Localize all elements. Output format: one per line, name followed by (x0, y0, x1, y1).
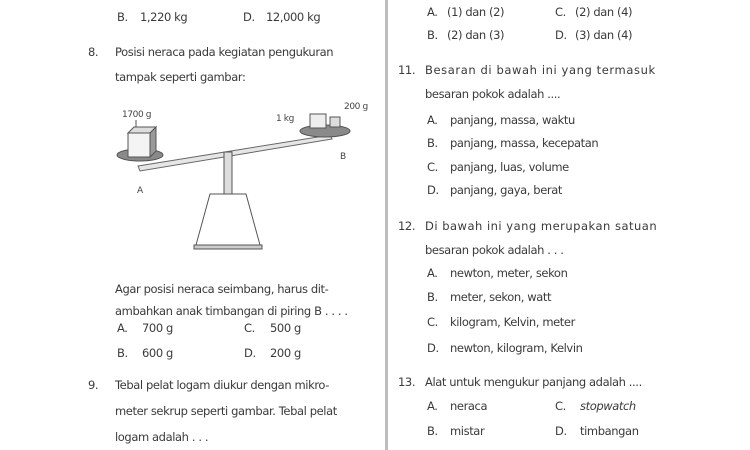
option-text: neraca (450, 399, 488, 413)
question-text: ambahkan anak timbangan di piring B . . . . (115, 304, 348, 318)
option-text: stopwatch (580, 399, 636, 413)
option-key: D. (243, 10, 255, 24)
label-1700g: 1700 g (122, 110, 152, 120)
option-key: A. (427, 5, 438, 19)
option-text: kilogram, Kelvin, meter (450, 315, 575, 329)
option-key: C. (555, 399, 566, 413)
question-text: Tebal pelat logam diukur dengan mikro- (115, 378, 330, 392)
option-text: newton, meter, sekon (450, 266, 568, 280)
option-text: panjang, luas, volume (450, 160, 569, 174)
option-key: C. (427, 160, 438, 174)
question-text: Di bawah ini yang merupakan satuan (425, 219, 658, 233)
option-text: 600 g (142, 346, 173, 360)
option-text: 500 g (270, 321, 301, 335)
question-text: logam adalah . . . (115, 430, 209, 444)
option-key: A. (427, 399, 438, 413)
question-text: besaran pokok adalah .... (425, 87, 561, 101)
option-key: B. (427, 136, 438, 150)
option-text: panjang, massa, waktu (450, 113, 575, 127)
option-text: 700 g (142, 321, 173, 335)
option-key: B. (427, 28, 438, 42)
option-text: 12,000 kg (266, 10, 321, 24)
option-key: D. (427, 183, 439, 197)
option-key: D. (555, 424, 567, 438)
option-key: C. (244, 321, 255, 335)
label-A: A (137, 186, 143, 196)
option-text: newton, kilogram, Kelvin (450, 341, 583, 355)
option-key: B. (427, 290, 438, 304)
option-text: meter, sekon, watt (450, 290, 552, 304)
question-number: 13. (398, 375, 416, 389)
option-key: A. (117, 321, 128, 335)
question-text: Agar posisi neraca seimbang, harus dit- (115, 282, 329, 296)
option-key: D. (427, 341, 439, 355)
label-1kg: 1 kg (276, 114, 294, 124)
question-text: meter sekrup seperti gambar. Tebal pelat (115, 404, 337, 418)
option-text: (2) dan (3) (447, 28, 505, 42)
question-number: 8. (88, 45, 99, 59)
option-key: B. (117, 346, 128, 360)
option-text: (2) dan (4) (575, 5, 633, 19)
option-text: 200 g (270, 346, 301, 360)
question-text: besaran pokok adalah . . . (425, 243, 564, 257)
question-text: Alat untuk mengukur panjang adalah .... (425, 375, 642, 389)
option-text: (3) dan (4) (575, 28, 633, 42)
question-text: Besaran di bawah ini yang termasuk (425, 63, 656, 77)
option-text: 1,220 kg (140, 10, 188, 24)
question-text: Posisi neraca pada kegiatan pengukuran (115, 45, 334, 59)
option-text: (1) dan (2) (447, 5, 505, 19)
option-key: A. (427, 266, 438, 280)
option-key: C. (555, 5, 566, 19)
option-key: A. (427, 113, 438, 127)
question-number: 12. (398, 219, 416, 233)
option-text: mistar (450, 424, 485, 438)
question-text: tampak seperti gambar: (115, 70, 246, 84)
label-B: B (340, 152, 346, 162)
option-key: D. (244, 346, 256, 360)
column-divider (385, 0, 388, 450)
balance-scale-figure (100, 95, 380, 255)
option-key: C. (427, 315, 438, 329)
option-text: timbangan (580, 424, 639, 438)
option-text: panjang, massa, kecepatan (450, 136, 599, 150)
option-key: B. (427, 424, 438, 438)
question-number: 9. (88, 378, 99, 392)
question-number: 11. (398, 63, 416, 77)
option-text: panjang, gaya, berat (450, 183, 562, 197)
label-200g: 200 g (344, 102, 368, 112)
option-key: D. (555, 28, 567, 42)
option-key: B. (117, 10, 128, 24)
